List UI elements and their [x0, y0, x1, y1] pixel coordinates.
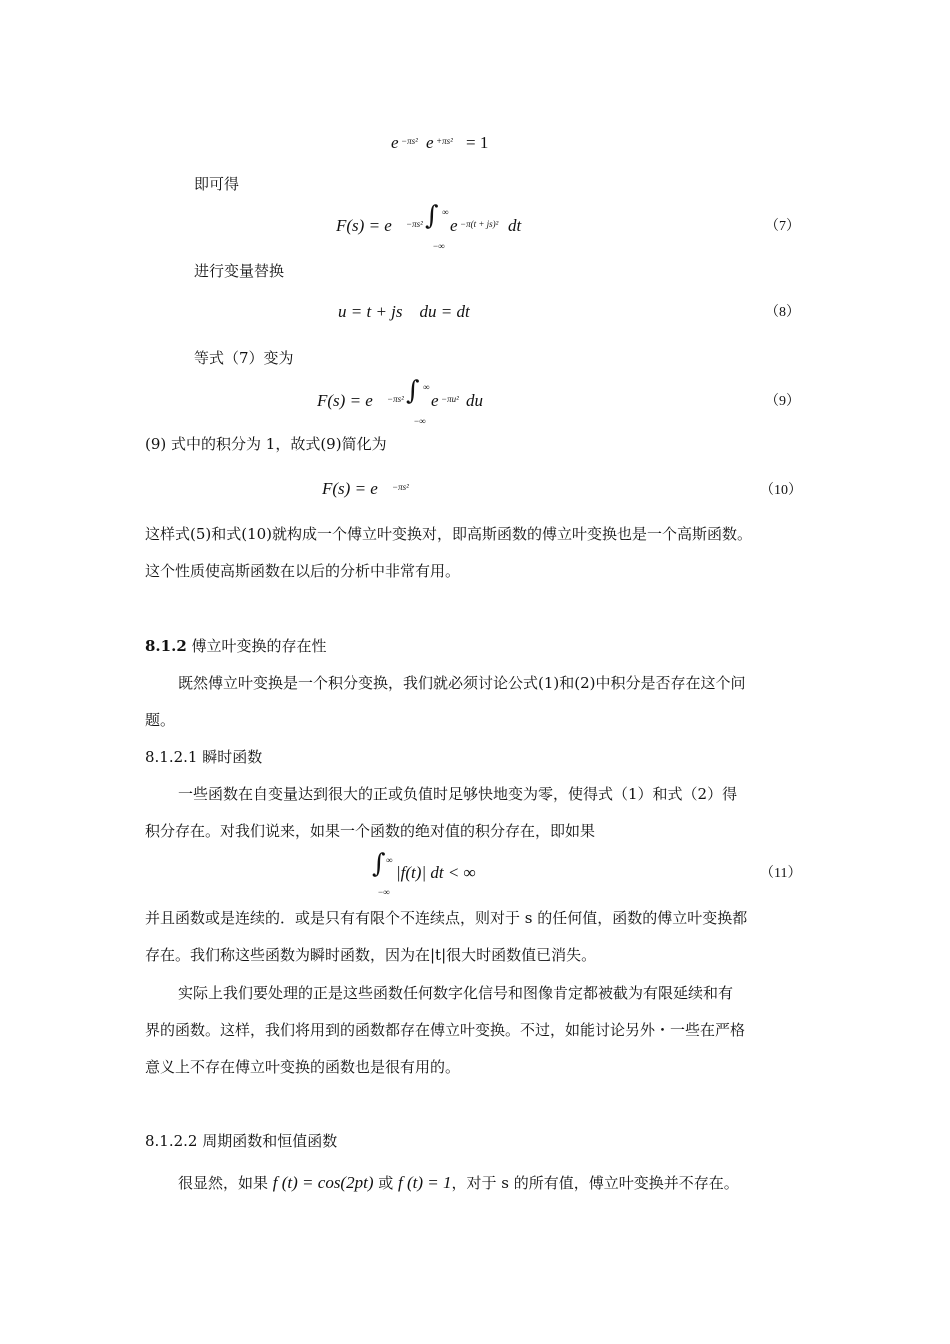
formula-const: f (t) = 1 — [398, 1173, 452, 1192]
paragraph-shiji-line1: 实际上我们要处理的正是这些函数任何数字化信号和图像肯定都被截为有限延续和有 — [178, 984, 734, 1002]
paragraph-jiran-line2: 题。 — [145, 711, 176, 729]
paragraph-bingqie-line1: 并且函数或是连续的．或是只有有限个不连续点，则对于 s 的任何值，函数的傅立叶变换都 — [145, 909, 748, 927]
integral-sign: ∫ — [425, 201, 439, 231]
paragraph-jike: 即可得 — [194, 175, 240, 193]
paragraph-bianliang: 进行变量替换 — [194, 262, 285, 280]
section-heading-8-1-2-1: 8.1.2.1 瞬时函数 — [145, 748, 263, 766]
equation-number-11: （11） — [760, 866, 802, 881]
formula-cos: f (t) = cos(2pt) — [272, 1173, 374, 1192]
paragraph-yixie-line1: 一些函数在自变量达到很大的正或负值时足够快地变为零，使得式（1）和式（2）得 — [178, 785, 738, 803]
paragraph-zheyang-line2: 这个性质使高斯函数在以后的分析中非常有用。 — [145, 562, 461, 580]
document-page: e −πs² e +πs² = 1 即可得 F(s) = e −πs² ∫ ∞ −∞ e −π(t + js)² dt （7） 进行变量替换 u = t + js du = dt （8） 等式（7）变为 F(s) = e −πs² ∫ ∞ −∞ e −πu² du （9） (9) 式中的积分为 1，故式(9)简化为 F(s) = e −πs² （10） 这样式(5)和式(10)就构成一个傅立叶变换对，即高斯函数的傅立叶变换也是一个高斯函数。 这个性质使高斯函数在以后的分析中非常有用。 8.1.2 傅立叶变换的存在性 既然傅立叶变换是一个积分变换，我们就必须讨论公式(1)和(2)中积分是否存在这个问 题。 8.1.2.1 瞬时函数 一些函数在自变量达到很大的正或负值时足够快地变为零，使得式（1）和式（2）得 积分存在。对我们说来，如果一个函数的绝对值的积分存在，即如果 ∫ ∞ −∞ |f(t)| dt < ∞ （11） 并且函数或是连续的．或是只有有限个不连续点，则对于 s 的任何值，函数的傅立叶变换都 存在。我们称这些函数为瞬时函数，因为在|t|很大时函数值已消失。 实际上我们要处理的正是这些函数任何数字化信号和图像肯定都被截为有限延续和有 界的函数。这样，我们将用到的函数都存在傅立叶变换。不过，如能讨论另外・一些在严格 意义上不存在傅立叶变换的函数也是很有用的。 8.1.2.2 周期函数和恒值函数 很显然，如果 f (t) = cos(2pt) 或 f (t) = 1，对于 s 的所有值，傅立叶变换并不存在。 — [145, 133, 802, 1192]
equation-number-8: （8） — [765, 305, 800, 320]
section-heading-8-1-2: 8.1.2 傅立叶变换的存在性 — [145, 637, 327, 655]
section-heading-8-1-2-2: 8.1.2.2 周期函数和恒值函数 — [145, 1132, 338, 1150]
paragraph-shiji-line3: 意义上不存在傅立叶变换的函数也是很有用的。 — [145, 1058, 461, 1076]
paragraph-dengshi: 等式（7）变为 — [194, 349, 294, 367]
equation-number-7: （7） — [765, 219, 800, 234]
integral-sign: ∫ — [372, 849, 386, 879]
integral-sign: ∫ — [406, 376, 420, 406]
paragraph-jifen: (9) 式中的积分为 1，故式(9)简化为 — [145, 435, 387, 453]
paragraph-last: 很显然，如果 f (t) = cos(2pt) 或 f (t) = 1，对于 s 的所有值，傅立叶变换并不存在。 — [178, 1173, 739, 1192]
equation-number-10: （10） — [760, 483, 802, 498]
paragraph-zheyang-line1: 这样式(5)和式(10)就构成一个傅立叶变换对，即高斯函数的傅立叶变换也是一个高斯函数。 — [145, 525, 753, 543]
paragraph-bingqie-line2: 存在。我们称这些函数为瞬时函数，因为在|t|很大时函数值已消失。 — [145, 946, 597, 964]
paragraph-shiji-line2: 界的函数。这样，我们将用到的函数都存在傅立叶变换。不过，如能讨论另外・一些在严格 — [145, 1021, 746, 1039]
equation-number-9: （9） — [765, 394, 800, 409]
paragraph-yixie-line2: 积分存在。对我们说来，如果一个函数的绝对值的积分存在，即如果 — [145, 822, 596, 840]
paragraph-jiran-line1: 既然傅立叶变换是一个积分变换，我们就必须讨论公式(1)和(2)中积分是否存在这个问 — [178, 674, 746, 692]
